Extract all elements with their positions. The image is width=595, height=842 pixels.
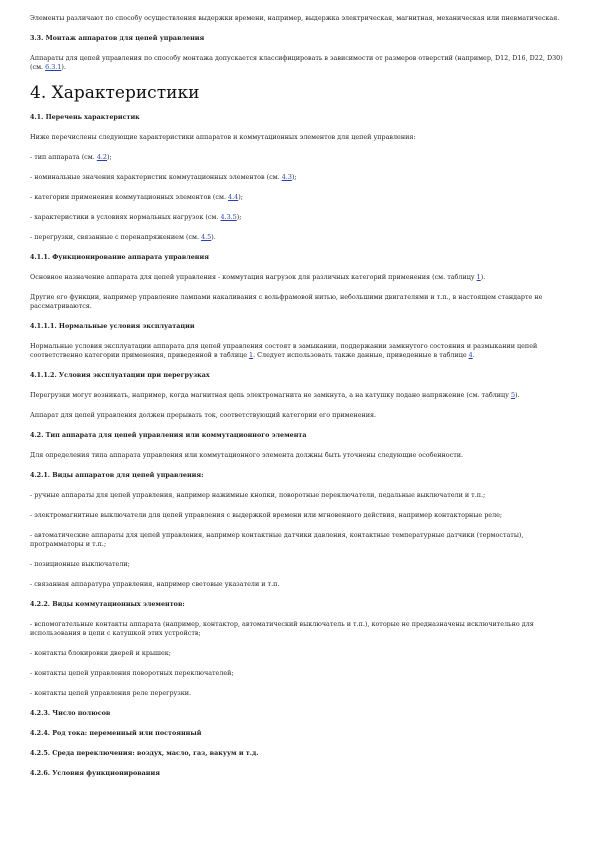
paragraph: [30, 391, 570, 400]
cross-reference-link[interactable]: 4: [468, 351, 473, 359]
text-run: - позиционные выключатели;: [30, 560, 130, 568]
text-run: Основное назначение аппарата для цепей управления - коммутация нагрузок для различных категорий применения (см. таблицу: [30, 273, 477, 281]
text-run: - вспомогательные контакты аппарата (например, контактор, автоматический выключатель и т.п.), которые не предназначены исключительно для использования в цепи с катушкой этих устройств;: [30, 620, 534, 637]
text-run: 3.3. Монтаж аппаратов для цепей управления: [30, 34, 205, 42]
paragraph: [30, 580, 570, 589]
text-run: . Следует использовать также данные, приведенные в таблице: [253, 351, 469, 359]
section-heading: [30, 83, 570, 103]
text-run: - перегрузки, связанные с перенапряжением (см.: [30, 233, 202, 241]
cross-reference-link[interactable]: 4.4: [228, 193, 239, 201]
text-run: 4.1.1. Функционирование аппарата управления: [30, 253, 209, 261]
text-run: - категории применения коммутационных элементов (см.: [30, 193, 229, 201]
text-run: Аппарат для цепей управления должен прерывать ток, соответствующий категории его применения.: [30, 411, 377, 419]
text-run: Для определения типа аппарата управления или коммутационного элемента должны быть уточнены следующие особенности.: [30, 451, 464, 459]
paragraph: [30, 133, 570, 142]
paragraph: [30, 193, 570, 202]
paragraph: [30, 273, 570, 282]
cross-reference-link[interactable]: 4.5: [201, 233, 212, 241]
text-run: ).: [211, 233, 216, 241]
cross-reference-link[interactable]: 5: [510, 391, 516, 399]
text-run: 4.1.1.2. Условия эксплуатации при перегрузках: [30, 371, 210, 379]
paragraph: [30, 491, 570, 500]
text-run: ).: [61, 63, 66, 71]
text-run: 4.2.2. Виды коммутационных элементов:: [30, 600, 185, 608]
cross-reference-link[interactable]: 4.3.5: [220, 213, 237, 221]
paragraph: [30, 233, 570, 242]
subsection-heading: [30, 600, 570, 609]
document-page: [30, 14, 570, 789]
text-run: 4. Характеристики: [30, 83, 200, 103]
text-run: Аппараты для цепей управления по способу монтажа допускается классифицировать в зависимости от размеров отверстий (например, D12, D16, D22, D30) (см.: [30, 54, 563, 71]
paragraph: [30, 511, 570, 520]
subsection-heading: [30, 34, 570, 43]
text-run: - тип аппарата (см.: [30, 153, 97, 161]
paragraph: [30, 342, 570, 360]
text-run: );: [291, 173, 297, 181]
text-run: 4.2.1. Виды аппаратов для цепей управления:: [30, 471, 204, 479]
subsection-heading: [30, 709, 570, 718]
paragraph: [30, 153, 570, 162]
text-run: Другие его функции, например управление лампами накаливания с вольфрамовой нитью, небольшими двигателями и т.п., в настоящем стандарте не рассматриваются.: [30, 293, 543, 310]
text-run: - характеристики в условиях нормальных нагрузок (см.: [30, 213, 221, 221]
paragraph: [30, 173, 570, 182]
cross-reference-link[interactable]: 1: [249, 351, 254, 359]
paragraph: [30, 531, 570, 549]
cross-reference-link[interactable]: 1: [476, 273, 481, 281]
text-run: );: [236, 213, 242, 221]
subsection-heading: [30, 431, 570, 440]
text-run: );: [106, 153, 112, 161]
cross-reference-link[interactable]: 6.3.1: [45, 63, 62, 71]
subsection-heading: [30, 749, 570, 758]
paragraph: [30, 54, 570, 72]
paragraph: [30, 689, 570, 698]
text-run: - электромагнитные выключатели для цепей управления с выдержкой времени или мгновенного действия, например контакторные реле;: [30, 511, 503, 519]
paragraph: [30, 620, 570, 638]
text-run: ).: [480, 273, 486, 281]
text-run: );: [238, 193, 243, 201]
text-run: 4.2. Тип аппарата для цепей управления или коммутационного элемента: [30, 431, 307, 439]
paragraph: [30, 411, 570, 420]
text-run: 4.2.5. Среда переключения: воздух, масло, газ, вакуум и т.д.: [30, 749, 259, 757]
text-run: - автоматические аппараты для цепей управления, например контактные датчики давления, контактные температурные датчики (термостаты), программаторы и т.п.;: [30, 531, 524, 548]
subsection-heading: [30, 471, 570, 480]
subsection-heading: [30, 371, 570, 380]
subsection-heading: [30, 729, 570, 738]
subsection-heading: [30, 769, 570, 778]
text-run: .: [472, 351, 475, 359]
text-run: 4.1.1.1. Нормальные условия эксплуатации: [30, 322, 195, 330]
text-run: - контакты цепей управления поворотных переключателей;: [30, 669, 234, 677]
text-run: - контакты цепей управления реле перегрузки.: [30, 689, 192, 697]
text-run: Перегрузки могут возникать, например, когда магнитная цепь электромагнита не замкнута, а на катушку подано напряжение (см. таблицу: [30, 391, 511, 399]
paragraph: [30, 14, 570, 23]
paragraph: [30, 293, 570, 311]
paragraph: [30, 669, 570, 678]
subsection-heading: [30, 113, 570, 122]
paragraph: [30, 213, 570, 222]
cross-reference-link[interactable]: 4.2: [96, 153, 107, 161]
text-run: - контакты блокировки дверей и крышек;: [30, 649, 171, 657]
text-run: ).: [515, 391, 520, 399]
paragraph: [30, 451, 570, 460]
paragraph: [30, 649, 570, 658]
subsection-heading: [30, 253, 570, 262]
subsection-heading: [30, 322, 570, 331]
paragraph: [30, 560, 570, 569]
cross-reference-link[interactable]: 4.3: [281, 173, 292, 181]
text-run: - связанная аппаратура управления, например световые указатели и т.п.: [30, 580, 280, 588]
text-run: 4.2.4. Род тока: переменный или постоянный: [30, 729, 202, 737]
text-run: - номинальные значения характеристик коммутационных элементов (см.: [30, 173, 282, 181]
text-run: Нормальные условия эксплуатации аппарата для цепей управления состоят в замыкании, поддержании замкнутого состояния и размыкании цепей соответственно категории применения, приведенной в таблице: [30, 342, 538, 359]
text-run: 4.1. Перечень характеристик: [30, 113, 140, 121]
text-run: - ручные аппараты для цепей управления, например нажимные кнопки, поворотные переключатели, педальные выключатели и т.п.;: [30, 491, 486, 499]
text-run: Ниже перечислены следующие характеристики аппаратов и коммутационных элементов для цепей управления:: [30, 133, 416, 141]
text-run: 4.2.3. Число полюсов: [30, 709, 111, 717]
text-run: Элементы различают по способу осуществления выдержки времени, например, выдержка электрическая, магнитная, механическая или пневматическая.: [30, 14, 560, 22]
text-run: 4.2.6. Условия функционирования: [30, 769, 160, 777]
